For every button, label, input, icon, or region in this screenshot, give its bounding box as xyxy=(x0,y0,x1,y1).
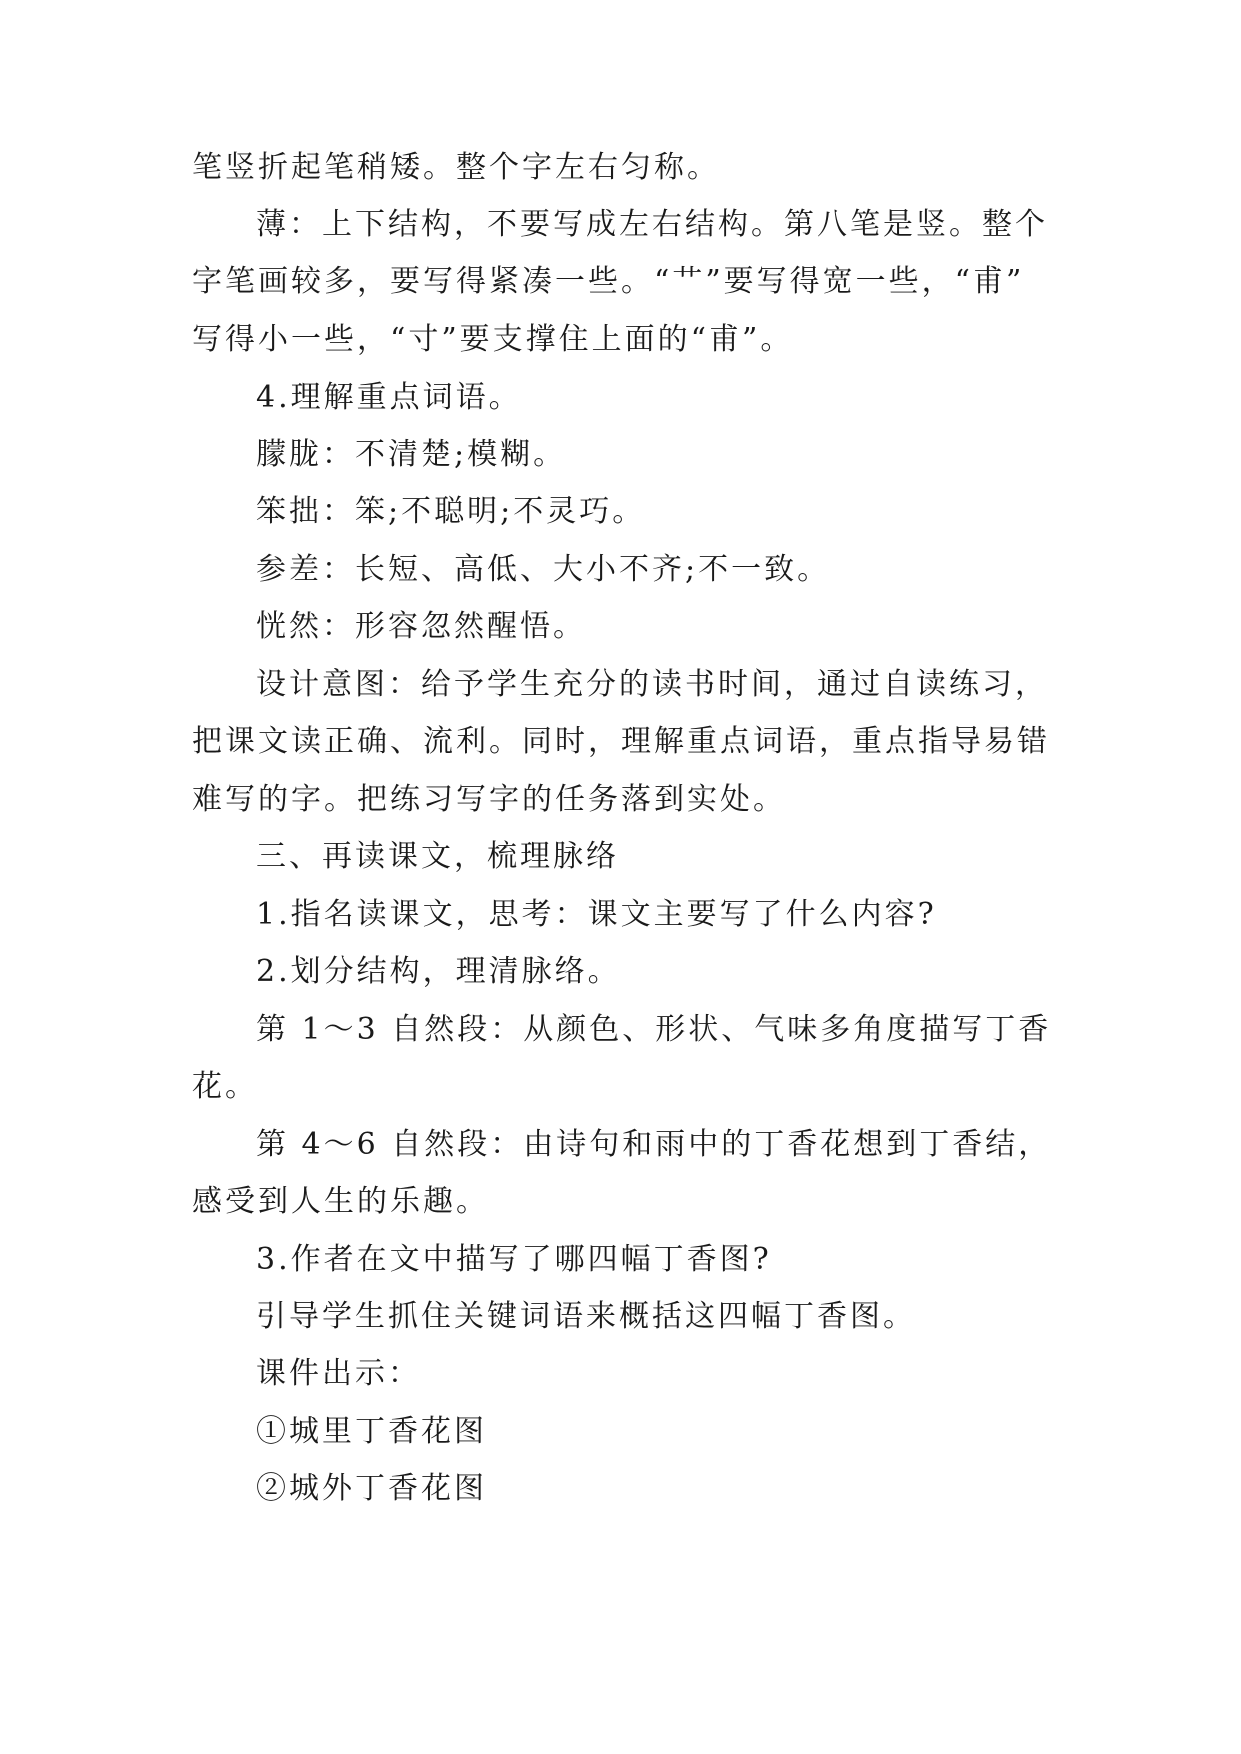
text-line: 1.指名读课文，思考：课文主要写了什么内容? xyxy=(256,897,937,932)
text-line: 写得小一些，“寸”要支撑住上面的“甫”。 xyxy=(192,322,794,357)
text-line: 字笔画较多，要写得紧凑一些。“艹”要写得宽一些，“甫” xyxy=(192,264,1025,299)
text-line: 4.理解重点词语。 xyxy=(256,380,522,415)
text-line: 参差：长短、高低、大小不齐;不一致。 xyxy=(256,552,831,587)
text-line: 设计意图：给予学生充分的读书时间，通过自读练习， xyxy=(256,667,1048,702)
text-line: 第 4～6 自然段：由诗句和雨中的丁香花想到丁香结， xyxy=(256,1127,1052,1162)
text-line: 难写的字。把练习写字的任务落到实处。 xyxy=(192,782,786,817)
text-line: 感受到人生的乐趣。 xyxy=(192,1184,489,1219)
text-line: 3.作者在文中描写了哪四幅丁香图? xyxy=(256,1242,772,1277)
text-line: 把课文读正确、流利。同时，理解重点词语，重点指导易错 xyxy=(192,724,1050,759)
text-line: 恍然：形容忽然醒悟。 xyxy=(256,609,586,644)
list-item: ①城里丁香花图 xyxy=(256,1414,487,1449)
text-line: 薄：上下结构，不要写成左右结构。第八笔是竖。整个 xyxy=(256,207,1048,242)
text-line: 笨拙：笨;不聪明;不灵巧。 xyxy=(256,494,646,529)
text-line: 2.划分结构，理清脉络。 xyxy=(256,954,621,989)
text-line: 引导学生抓住关键词语来概括这四幅丁香图。 xyxy=(256,1299,916,1334)
text-line: 笔竖折起笔稍矮。整个字左右匀称。 xyxy=(192,150,720,185)
text-line: 课件出示： xyxy=(256,1356,421,1391)
section-heading: 三、再读课文，梳理脉络 xyxy=(256,839,619,874)
text-line: 花。 xyxy=(192,1069,258,1104)
text-line: 朦胧：不清楚;模糊。 xyxy=(256,437,567,472)
list-item: ②城外丁香花图 xyxy=(256,1471,487,1506)
text-line: 第 1～3 自然段：从颜色、形状、气味多角度描写丁香 xyxy=(256,1012,1052,1047)
